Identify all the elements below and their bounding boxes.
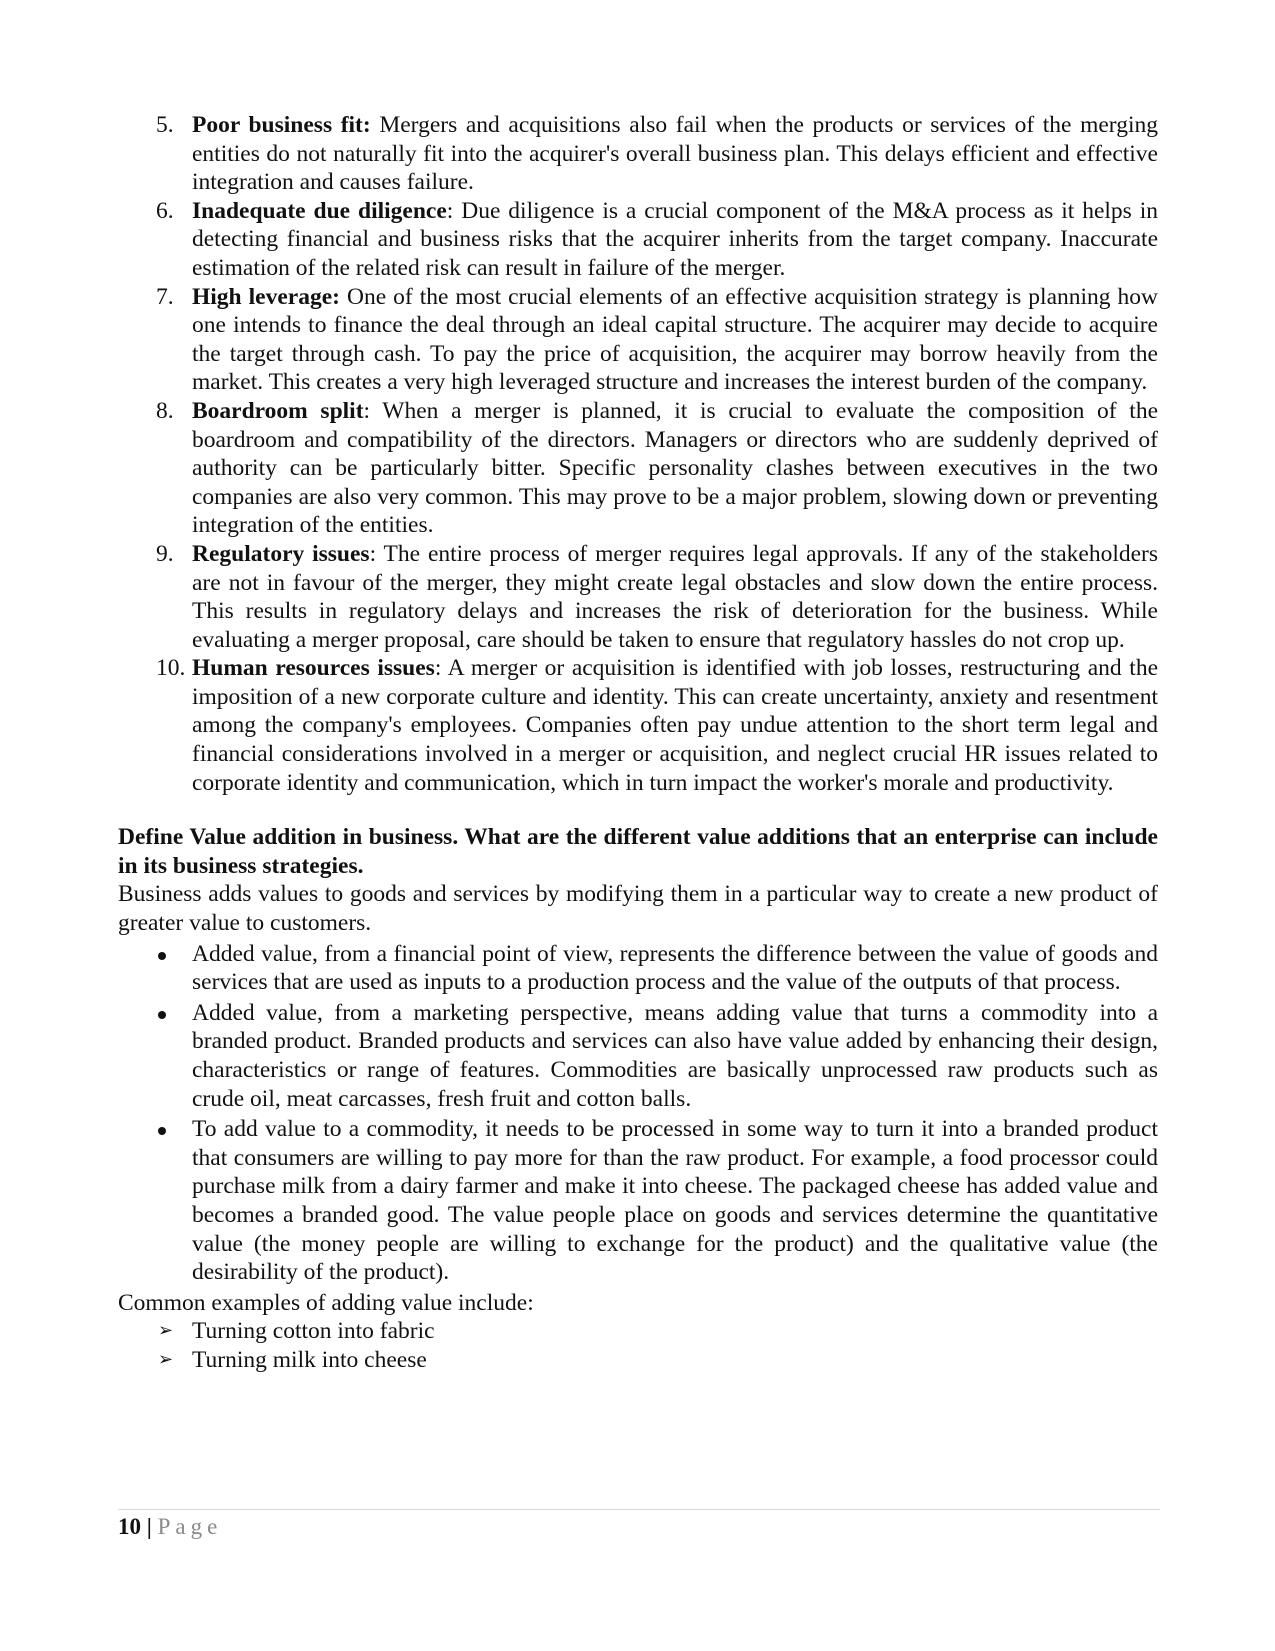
examples-list [118, 1317, 1158, 1374]
example-text: Turning cotton into fabric [192, 1318, 435, 1345]
page-label: Page [157, 1514, 223, 1539]
footer-separator: | [146, 1514, 152, 1539]
bullet-icon [158, 952, 166, 960]
value-bullets [118, 940, 1158, 1287]
bullet-item [118, 1115, 1158, 1287]
item-text: : The entire process of merger requires legal approvals. If any of the stakeholders are not in favour of the merger, they might create legal obstacles and slow down the entire process. This results in regulatory delays and increases the risk of deterioration for the business. While evaluating a merger proposal, care should be taken to ensure that regulatory hassles do not crop up. [192, 540, 1158, 653]
item-number: 8. [156, 397, 174, 424]
item-text: : Due diligence is a crucial component of the M&A process as it helps in detecting financial and business risks that the acquirer inherits from the target company. Inaccurate estimation of the related risk can result in failure of the merger. [192, 197, 1158, 281]
item-title: Boardroom split [192, 397, 364, 424]
item-title: Inadequate due diligence [192, 197, 447, 224]
bullet-text: Added value, from a marketing perspective, means adding value that turns a commodity into a branded product. Branded products and services can also have value added by enhancing their design, characteristics or range of features. Commodities are basically unprocessed raw products such as crude oil, meat carcasses, fresh fruit and cotton balls. [192, 999, 1158, 1112]
list-item [118, 111, 1158, 197]
item-number: 10. [156, 655, 186, 682]
item-title: Poor business fit: [192, 112, 371, 138]
item-text: Mergers and acquisitions also fail when the products or services of the merging entities do not naturally fit into the acquirer's overall business plan. This delays efficient and effective integration and causes failure. [192, 112, 1158, 196]
list-item [118, 654, 1158, 797]
examples-intro: Common examples of adding value include: [118, 1289, 534, 1316]
bullet-text: To add value to a commodity, it needs to be processed in some way to turn it into a branded product that consumers are willing to pay more for than the raw product. For example, a food processor could purchase milk from a dairy farmer and make it into cheese. The packaged cheese has added value and becomes a branded good. The value people place on goods and services determine the quantitative value (the money people are willing to exchange for the product) and the qualitative value (the desirability of the product). [192, 1116, 1158, 1286]
item-number: 9. [156, 540, 174, 567]
list-item [118, 283, 1158, 397]
question-heading: Define Value addition in business. What are the different value additions that an enterprise can include in its business strategies. [118, 824, 1158, 879]
example-item [118, 1346, 1158, 1375]
page-footer [118, 1509, 1160, 1540]
item-number: 6. [156, 197, 174, 224]
list-item [118, 540, 1158, 654]
item-text: : A merger or acquisition is identified with job losses, restructuring and the imposition of a new corporate culture and identity. This can create uncertainty, anxiety and resentment among the company's employees. Companies often pay undue attention to the short term legal and financial considerations involved in a merger or acquisition, and neglect crucial HR issues related to corporate identity and communication, which in turn impact the worker's morale and productivity. [192, 655, 1158, 796]
bullet-icon [158, 1011, 166, 1019]
bullet-item [118, 999, 1158, 1113]
example-item [118, 1317, 1158, 1346]
item-number: 7. [156, 283, 174, 310]
bullet-icon [158, 1127, 166, 1135]
item-text: One of the most crucial elements of an effective acquisition strategy is planning how one intends to finance the deal through an ideal capital structure. The acquirer may decide to acquire the target through cash. To pay the price of acquisition, the acquirer may borrow heavily from the market. This creates a very high leveraged structure and increases the interest burden of the company. [192, 283, 1158, 396]
arrow-bullet-icon: ➢ [158, 1320, 174, 1342]
bullet-item [118, 940, 1158, 997]
page-number: 10 [118, 1514, 141, 1539]
item-title: Regulatory issues [192, 540, 370, 567]
item-title: High leverage: [192, 283, 340, 310]
intro-paragraph: Business adds values to goods and services by modifying them in a particular way to create a new product of greater value to customers. [118, 881, 1158, 937]
document-page [118, 111, 1158, 1375]
list-item [118, 397, 1158, 540]
item-number: 5. [156, 112, 174, 138]
list-item [118, 197, 1158, 283]
example-text: Turning milk into cheese [192, 1346, 427, 1373]
arrow-bullet-icon: ➢ [158, 1348, 174, 1370]
failure-reasons-list [118, 111, 1158, 797]
item-text: : When a merger is planned, it is crucial to evaluate the composition of the boardroom and compatibility of the directors. Managers or directors who are suddenly deprived of authority can be particularly bitter. Specific personality clashes between executives in the two companies are also very common. This may prove to be a major problem, slowing down or preventing integration of the entities. [192, 397, 1158, 539]
item-title: Human resources issues [192, 655, 435, 682]
bullet-text: Added value, from a financial point of view, represents the difference between the value of goods and services that are used as inputs to a production process and the value of the outputs of that process. [192, 940, 1158, 996]
